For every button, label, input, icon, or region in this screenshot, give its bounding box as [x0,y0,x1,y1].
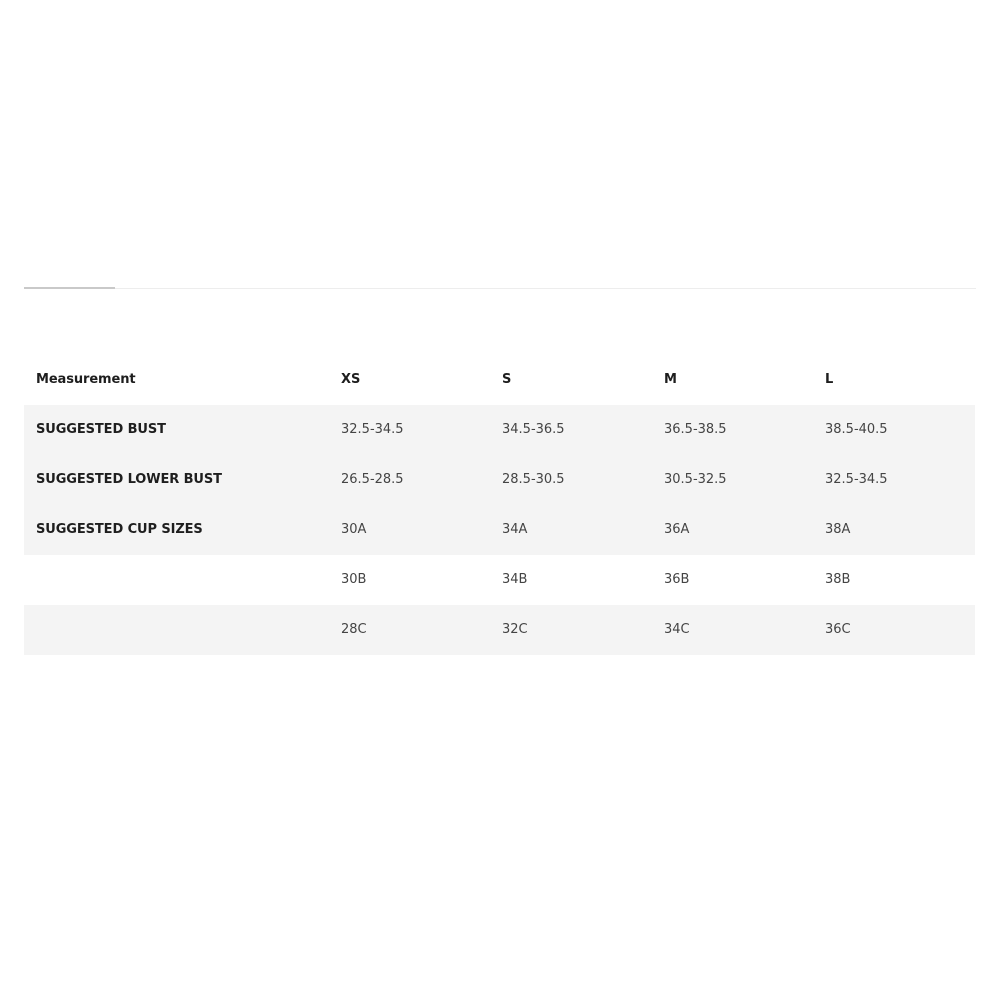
row-label: SUGGESTED LOWER BUST [36,472,222,487]
table-cell: 36A [664,522,690,537]
table-row [24,405,975,455]
table-cell: 38B [825,572,851,587]
table-cell: 36B [664,572,690,587]
table-cell: 32.5-34.5 [341,422,404,437]
table-cell: 34B [502,572,528,587]
table-cell: 28C [341,622,367,637]
table-row [24,555,975,605]
table-cell: 36C [825,622,851,637]
active-tab-indicator [24,287,115,289]
header-size-l: L [825,372,834,387]
table-row [24,455,975,505]
table-cell: 30.5-32.5 [664,472,727,487]
table-cell: 34.5-36.5 [502,422,565,437]
table-cell: 38.5-40.5 [825,422,888,437]
table-cell: 38A [825,522,851,537]
header-size-m: M [664,372,677,387]
row-label: SUGGESTED CUP SIZES [36,522,203,537]
table-row [24,605,975,655]
row-label: SUGGESTED BUST [36,422,166,437]
table-cell: 34A [502,522,528,537]
header-size-s: S [502,372,512,387]
table-cell: 26.5-28.5 [341,472,404,487]
table-cell: 32.5-34.5 [825,472,888,487]
table-cell: 30B [341,572,367,587]
header-measurement: Measurement [36,372,136,387]
table-cell: 36.5-38.5 [664,422,727,437]
tab-divider [24,288,976,289]
table-cell: 32C [502,622,528,637]
table-cell: 30A [341,522,367,537]
table-row [24,505,975,555]
header-size-xs: XS [341,372,361,387]
table-cell: 28.5-30.5 [502,472,565,487]
table-header-row [24,355,975,405]
size-table [24,355,975,655]
table-cell: 34C [664,622,690,637]
